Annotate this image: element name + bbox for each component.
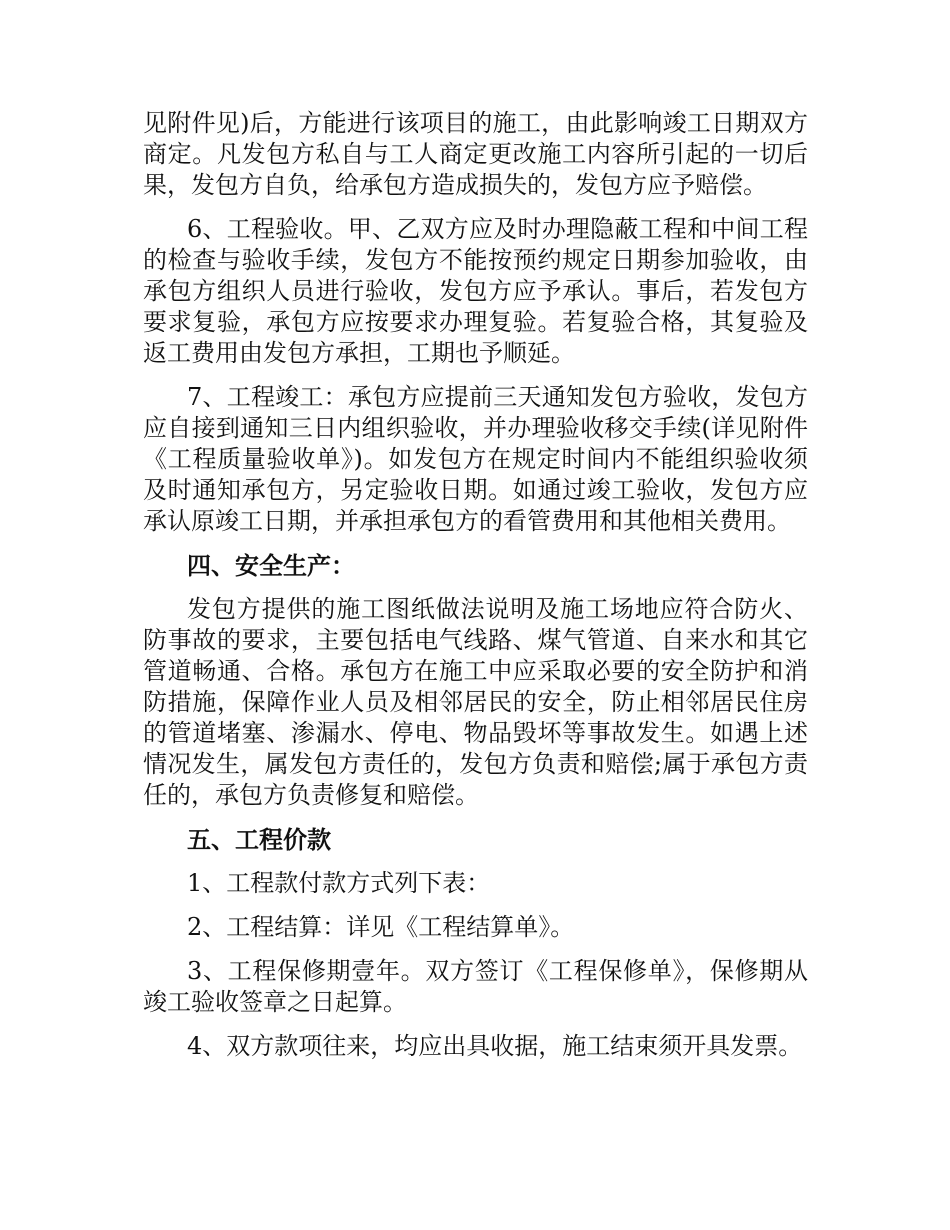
section-heading-safety: 四、安全生产： bbox=[187, 551, 355, 580]
paragraph-settlement: 2、工程结算：详见《工程结算单》。 bbox=[187, 913, 575, 941]
paragraph-payment-method: 1、工程款付款方式列下表： bbox=[187, 869, 491, 897]
paragraph-safety: 发包方提供的施工图纸做法说明及施工场地应符合防火、防事故的要求，主要包括电气线路、煤气管道、自来水和其它管道畅通、合格。承包方在施工中应采取必要的安全防护和消防措施，保障作业人员及相邻居民的安全，防止相邻居民住房的管道堵塞、渗漏水、停电、物品毁坏等事故发生。如遇上述情况发生，属发包方责任的，发包方负责和赔偿;属于承包方责任的，承包方负责修复和赔偿。 bbox=[143, 595, 808, 809]
paragraph-continuation: 见附件见)后，方能进行该项目的施工，由此影响竣工日期双方商定。凡发包方私自与工人商定更改施工内容所引起的一切后果，发包方自负，给承包方造成损失的，发包方应予赔偿。 bbox=[143, 109, 808, 199]
paragraph-project-acceptance: 6、工程验收。甲、乙双方应及时办理隐蔽工程和中间工程的检查与验收手续，发包方不能按预约规定日期参加验收，由承包方组织人员进行验收，发包方应予承认。事后，若发包方要求复验，承包方应按要求办理复验。若复验合格，其复验及返工费用由发包方承担，工期也予顺延。 bbox=[143, 215, 808, 367]
section-heading-price: 五、工程价款 bbox=[187, 825, 331, 854]
paragraph-project-completion: 7、工程竣工：承包方应提前三天通知发包方验收，发包方应自接到通知三日内组织验收，并办理验收移交手续(详见附件《工程质量验收单》)。如发包方在规定时间内不能组织验收须及时通知承包方，另定验收日期。如通过竣工验收，发包方应承认原竣工日期，并承担承包方的看管费用和其他相关费用。 bbox=[143, 383, 808, 535]
paragraph-warranty: 3、工程保修期壹年。双方签订《工程保修单》，保修期从竣工验收签章之日起算。 bbox=[143, 957, 808, 1016]
paragraph-receipts: 4、双方款项往来，均应出具收据，施工结束须开具发票。 bbox=[187, 1032, 803, 1060]
document-page bbox=[143, 108, 808, 1075]
